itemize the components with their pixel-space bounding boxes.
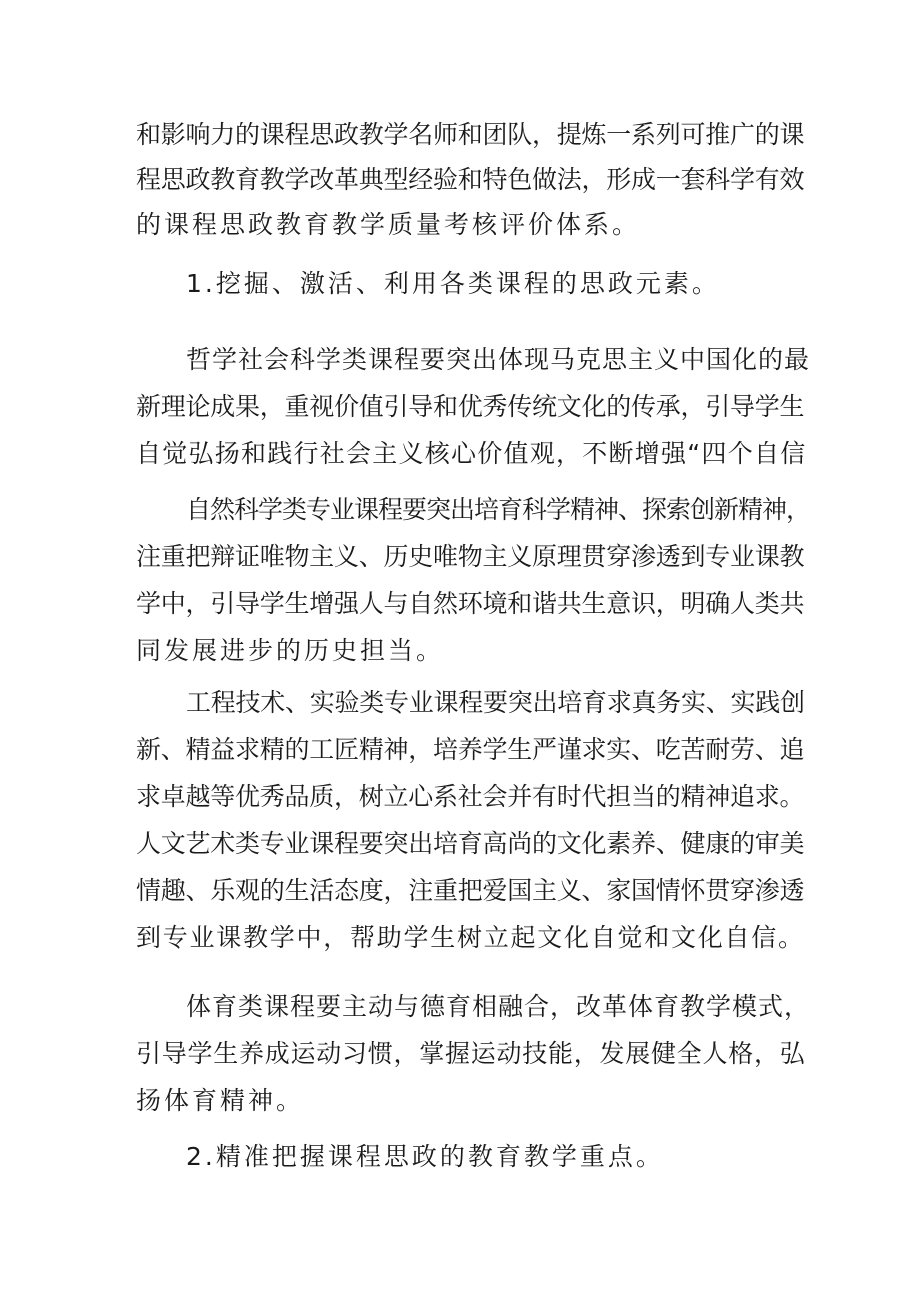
paragraph-line: 新、精益求精的工匠精神，培养学生严谨求实、吃苦耐劳、追 — [136, 735, 805, 764]
paragraph-line: 人文艺术类专业课程要突出培育高尚的文化素养、健康的审美 — [136, 829, 805, 858]
paragraph-line: 学中，引导学生增强人与自然环境和谐共生意识，明确人类共 — [136, 589, 805, 618]
paragraph-line: 哲学社会科学类课程要突出体现马克思主义中国化的最 — [186, 345, 811, 374]
paragraph-line: 体育类课程要主动与德育相融合，改革体育教学模式， — [186, 992, 811, 1021]
paragraph-line: 到专业课教学中，帮助学生树立起文化自觉和文化自信。 — [136, 923, 805, 952]
paragraph-line: 情趣、乐观的生活态度，注重把爱国主义、家国情怀贯穿渗透 — [136, 876, 805, 905]
section-heading-2: 2.精准把握课程思政的教育教学重点。 — [186, 1142, 664, 1171]
paragraph-line: 程思政教育教学改革典型经验和特色做法，形成一套科学有效 — [136, 165, 805, 194]
paragraph-line: 同发展进步的历史担当。 — [136, 636, 445, 665]
paragraph-line: 注重把辩证唯物主义、历史唯物主义原理贯穿渗透到专业课教 — [136, 542, 805, 571]
paragraph-line: 自觉弘扬和践行社会主义核心价值观，不断增强“四个自信 — [136, 439, 807, 468]
paragraph-line: 和影响力的课程思政教学名师和团队，提炼一系列可推广的课 — [136, 120, 805, 149]
paragraph-line: 的课程思政教育教学质量考核评价体系。 — [136, 210, 641, 239]
paragraph-line: 新理论成果，重视价值引导和优秀传统文化的传承，引导学生 — [136, 392, 805, 421]
paragraph-line: 求卓越等优秀品质，树立心系社会并有时代担当的精神追求。 — [136, 782, 805, 811]
paragraph-line: 自然科学类专业课程要突出培育科学精神、探索创新精神， — [186, 495, 811, 524]
paragraph-line: 引导学生养成运动习惯，掌握运动技能，发展健全人格，弘 — [136, 1039, 806, 1068]
paragraph-line: 扬体育精神。 — [136, 1086, 305, 1115]
section-heading-1: 1.挖掘、激活、利用各类课程的思政元素。 — [186, 269, 720, 298]
paragraph-line: 工程技术、实验类专业课程要突出培育求真务实、实践创 — [186, 688, 805, 717]
